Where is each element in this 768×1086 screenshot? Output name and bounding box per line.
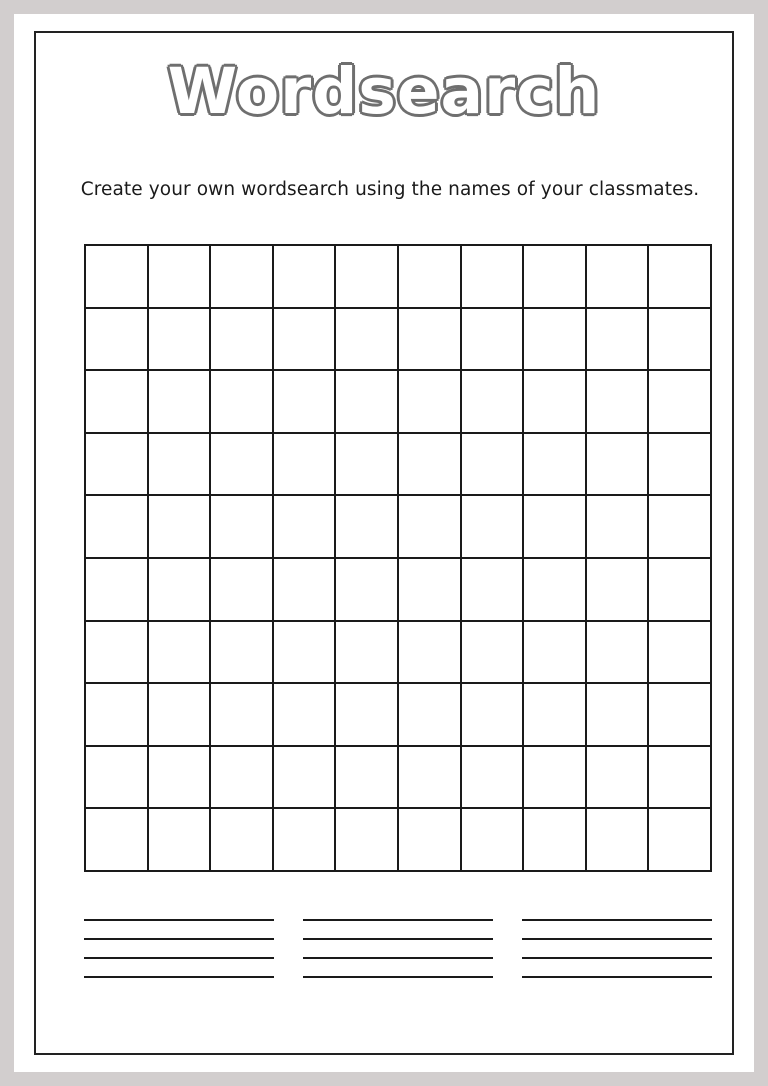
grid-cell[interactable] bbox=[649, 371, 712, 434]
grid-cell[interactable] bbox=[149, 747, 212, 810]
grid-cell[interactable] bbox=[524, 434, 587, 497]
grid-cell[interactable] bbox=[587, 747, 650, 810]
answer-line-column bbox=[522, 919, 712, 978]
answer-lines-area bbox=[84, 919, 712, 978]
grid-cell[interactable] bbox=[211, 747, 274, 810]
grid-cell[interactable] bbox=[86, 684, 149, 747]
grid-cell[interactable] bbox=[149, 496, 212, 559]
grid-cell[interactable] bbox=[587, 684, 650, 747]
answer-line-column bbox=[303, 919, 493, 978]
answer-line[interactable] bbox=[303, 938, 493, 940]
grid-cell[interactable] bbox=[274, 309, 337, 372]
grid-cell[interactable] bbox=[86, 309, 149, 372]
grid-cell[interactable] bbox=[524, 496, 587, 559]
grid-cell[interactable] bbox=[649, 809, 712, 872]
grid-cell[interactable] bbox=[649, 684, 712, 747]
grid-cell[interactable] bbox=[336, 309, 399, 372]
grid-cell[interactable] bbox=[587, 309, 650, 372]
grid-cell[interactable] bbox=[649, 622, 712, 685]
grid-cell[interactable] bbox=[524, 246, 587, 309]
grid-cell[interactable] bbox=[462, 747, 525, 810]
answer-line[interactable] bbox=[84, 957, 274, 959]
grid-cell[interactable] bbox=[149, 622, 212, 685]
answer-line[interactable] bbox=[522, 919, 712, 921]
answer-line[interactable] bbox=[303, 976, 493, 978]
grid-cell[interactable] bbox=[399, 434, 462, 497]
grid-cell[interactable] bbox=[462, 809, 525, 872]
grid-cell[interactable] bbox=[399, 559, 462, 622]
grid-cell[interactable] bbox=[399, 622, 462, 685]
page-title: Wordsearch bbox=[167, 55, 601, 128]
grid-cell[interactable] bbox=[587, 371, 650, 434]
grid-cell[interactable] bbox=[149, 371, 212, 434]
grid-cell[interactable] bbox=[274, 496, 337, 559]
answer-line[interactable] bbox=[522, 938, 712, 940]
grid-cell[interactable] bbox=[462, 371, 525, 434]
grid-cell[interactable] bbox=[524, 559, 587, 622]
grid-cell[interactable] bbox=[86, 747, 149, 810]
grid-cell[interactable] bbox=[211, 559, 274, 622]
grid-cell[interactable] bbox=[649, 496, 712, 559]
grid-cell[interactable] bbox=[649, 309, 712, 372]
grid-cell[interactable] bbox=[524, 684, 587, 747]
grid-cell[interactable] bbox=[399, 684, 462, 747]
grid-cell[interactable] bbox=[86, 622, 149, 685]
grid-cell[interactable] bbox=[524, 622, 587, 685]
grid-cell[interactable] bbox=[86, 434, 149, 497]
grid-cell[interactable] bbox=[399, 246, 462, 309]
grid-cell[interactable] bbox=[336, 809, 399, 872]
grid-cell[interactable] bbox=[274, 434, 337, 497]
grid-cell[interactable] bbox=[274, 246, 337, 309]
grid-cell[interactable] bbox=[274, 371, 337, 434]
grid-cell[interactable] bbox=[149, 246, 212, 309]
grid-cell[interactable] bbox=[399, 496, 462, 559]
grid-cell[interactable] bbox=[211, 246, 274, 309]
grid-cell[interactable] bbox=[587, 809, 650, 872]
answer-line[interactable] bbox=[84, 976, 274, 978]
grid-cell[interactable] bbox=[524, 309, 587, 372]
grid-cell[interactable] bbox=[587, 246, 650, 309]
grid-cell[interactable] bbox=[587, 434, 650, 497]
grid-cell[interactable] bbox=[274, 622, 337, 685]
grid-cell[interactable] bbox=[399, 371, 462, 434]
grid-cell[interactable] bbox=[462, 559, 525, 622]
grid-cell[interactable] bbox=[524, 371, 587, 434]
grid-cell[interactable] bbox=[211, 622, 274, 685]
grid-cell[interactable] bbox=[274, 747, 337, 810]
grid-cell[interactable] bbox=[211, 496, 274, 559]
grid-cell[interactable] bbox=[462, 496, 525, 559]
grid-cell[interactable] bbox=[462, 309, 525, 372]
grid-cell[interactable] bbox=[274, 559, 337, 622]
grid-cell[interactable] bbox=[462, 622, 525, 685]
worksheet-page bbox=[14, 14, 754, 1072]
grid-cell[interactable] bbox=[149, 434, 212, 497]
grid-cell[interactable] bbox=[86, 371, 149, 434]
grid-cell[interactable] bbox=[649, 559, 712, 622]
grid-cell[interactable] bbox=[336, 747, 399, 810]
grid-cell[interactable] bbox=[211, 809, 274, 872]
grid-cell[interactable] bbox=[149, 559, 212, 622]
grid-cell[interactable] bbox=[649, 434, 712, 497]
grid-cell[interactable] bbox=[462, 246, 525, 309]
grid-cell[interactable] bbox=[336, 434, 399, 497]
grid-cell[interactable] bbox=[524, 747, 587, 810]
grid-cell[interactable] bbox=[211, 371, 274, 434]
grid-cell[interactable] bbox=[86, 559, 149, 622]
grid-cell[interactable] bbox=[336, 496, 399, 559]
grid-cell[interactable] bbox=[649, 246, 712, 309]
grid-cell[interactable] bbox=[86, 809, 149, 872]
grid-cell[interactable] bbox=[211, 434, 274, 497]
answer-line[interactable] bbox=[522, 976, 712, 978]
grid-cell[interactable] bbox=[274, 684, 337, 747]
grid-cell[interactable] bbox=[336, 559, 399, 622]
grid-cell[interactable] bbox=[86, 246, 149, 309]
grid-cell[interactable] bbox=[587, 622, 650, 685]
grid-cell[interactable] bbox=[462, 434, 525, 497]
answer-line-column bbox=[84, 919, 274, 978]
grid-cell[interactable] bbox=[399, 809, 462, 872]
grid-cell[interactable] bbox=[399, 309, 462, 372]
grid-cell[interactable] bbox=[149, 309, 212, 372]
grid-cell[interactable] bbox=[399, 747, 462, 810]
wordsearch-grid[interactable] bbox=[84, 244, 712, 872]
answer-line[interactable] bbox=[84, 938, 274, 940]
grid-cell[interactable] bbox=[649, 747, 712, 810]
answer-line[interactable] bbox=[84, 919, 274, 921]
grid-cell[interactable] bbox=[336, 622, 399, 685]
answer-line[interactable] bbox=[303, 957, 493, 959]
instructions-text: Create your own wordsearch using the names of your classmates. bbox=[80, 179, 700, 200]
grid-cell[interactable] bbox=[149, 809, 212, 872]
grid-cell[interactable] bbox=[462, 684, 525, 747]
grid-cell[interactable] bbox=[336, 371, 399, 434]
grid-cell[interactable] bbox=[336, 246, 399, 309]
grid-cell[interactable] bbox=[336, 684, 399, 747]
answer-line[interactable] bbox=[303, 919, 493, 921]
grid-cell[interactable] bbox=[211, 684, 274, 747]
grid-cell[interactable] bbox=[211, 309, 274, 372]
answer-line[interactable] bbox=[522, 957, 712, 959]
grid-cell[interactable] bbox=[587, 559, 650, 622]
grid-cell[interactable] bbox=[86, 496, 149, 559]
grid-cell[interactable] bbox=[524, 809, 587, 872]
grid-cell[interactable] bbox=[149, 684, 212, 747]
grid-cell[interactable] bbox=[587, 496, 650, 559]
grid-cell[interactable] bbox=[274, 809, 337, 872]
